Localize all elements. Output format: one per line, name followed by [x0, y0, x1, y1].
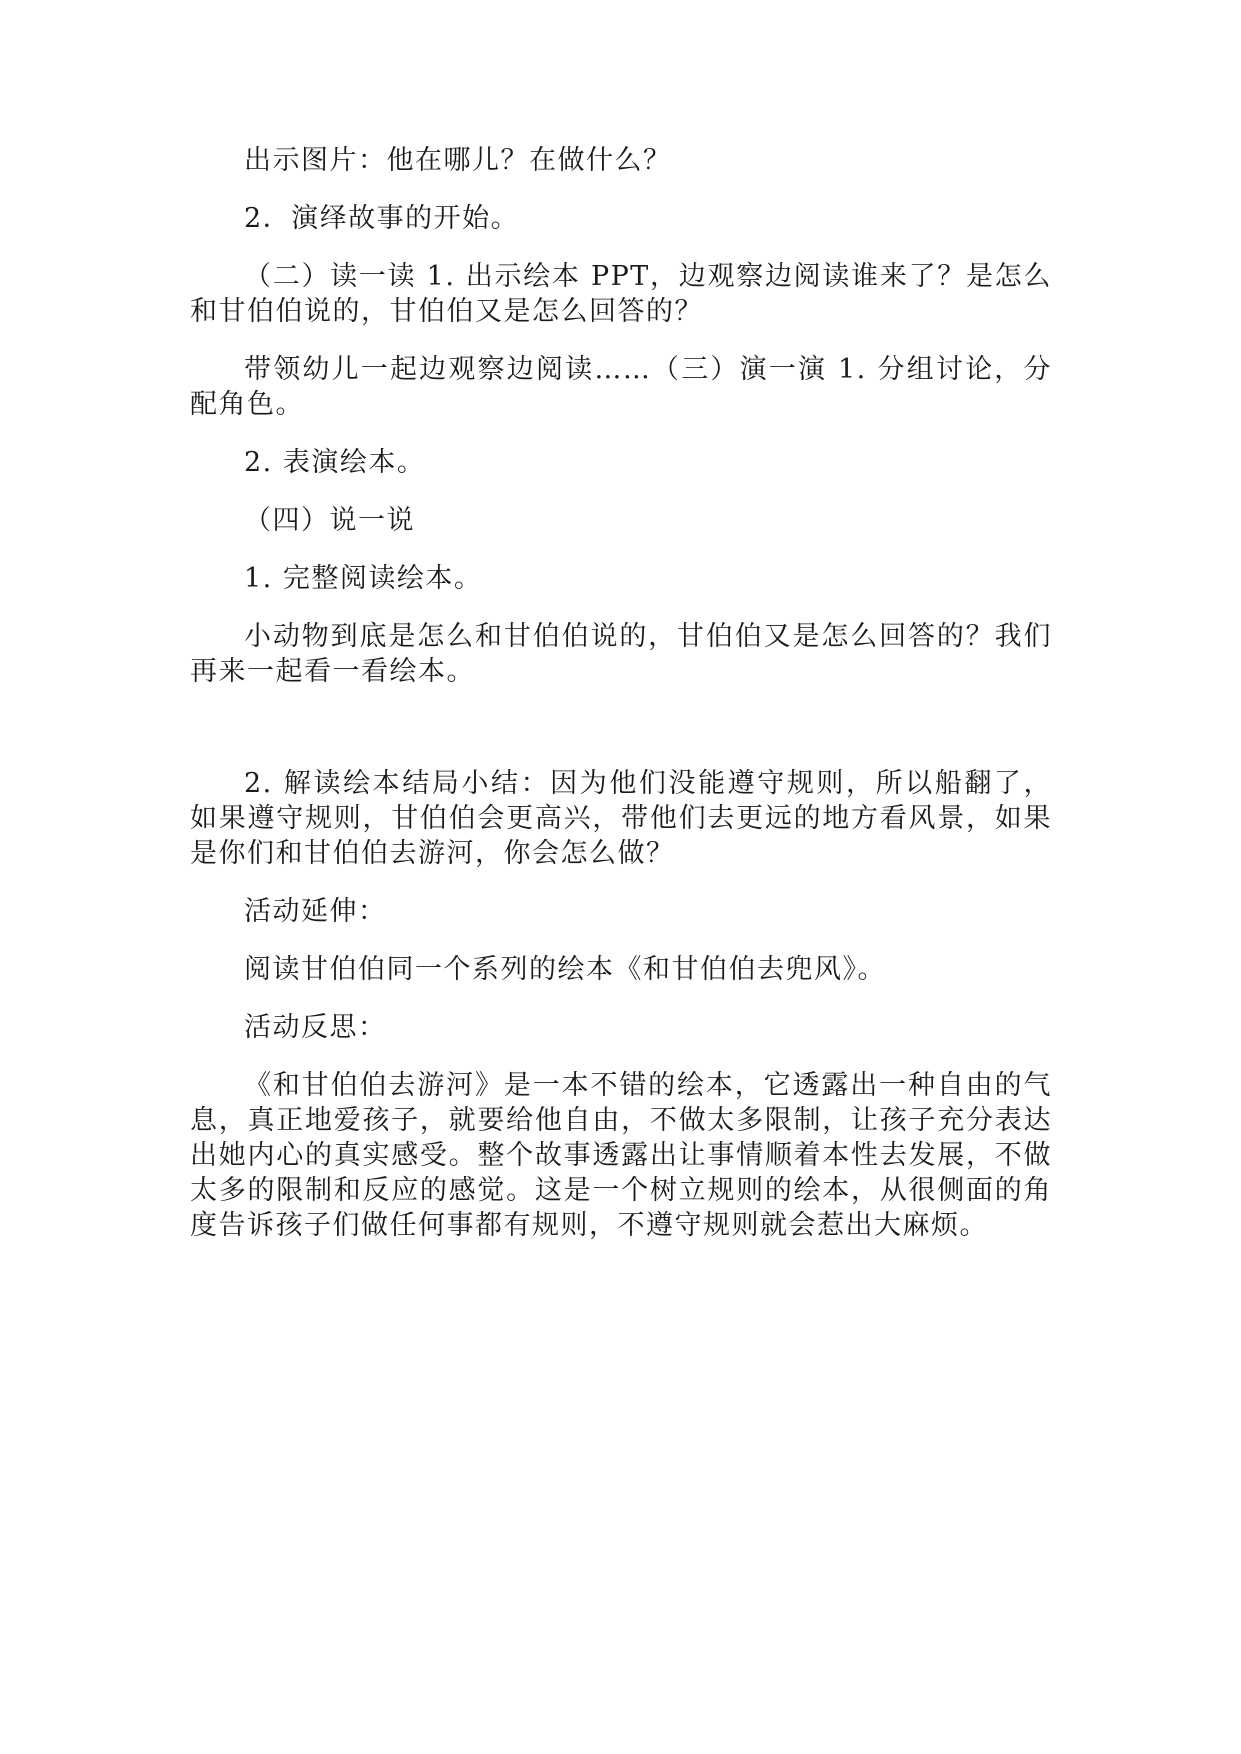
paragraph-question: 小动物到底是怎么和甘伯伯说的，甘伯伯又是怎么回答的？我们再来一起看一看绘本。	[190, 621, 1052, 687]
paragraph-full-reading: 1. 完整阅读绘本。	[244, 563, 483, 594]
document-body	[190, 143, 1052, 1266]
paragraph-speak-heading: （四）说一说	[244, 505, 415, 536]
paragraph-show-picture: 出示图片：他在哪儿？在做什么？	[244, 145, 672, 176]
paragraph-extension-heading: 活动延伸：	[244, 896, 387, 927]
paragraph-reflection-heading: 活动反思：	[244, 1012, 387, 1043]
paragraph-story-start: 2．演绎故事的开始。	[244, 203, 520, 234]
paragraph-reflection: 《和甘伯伯去游河》是一本不错的绘本，它透露出一种自由的气息，真正地爱孩子，就要给他自由，不做太多限制，让孩子充分表达出她内心的真实感受。整个故事透露出让事情顺着本性去发展，不做太多的限制和反应的感觉。这是一个树立规则的绘本，从很侧面的角度告诉孩子们做任何事都有规则，不遵守规则就会惹出大麻烦。	[190, 1070, 1052, 1241]
paragraph-summary: 2. 解读绘本结局小结：因为他们没能遵守规则，所以船翻了，如果遵守规则，甘伯伯会更高兴，带他们去更远的地方看风景，如果是你们和甘伯伯去游河，你会怎么做？	[190, 768, 1052, 869]
paragraph-read-section: （二）读一读 1. 出示绘本 PPT，边观察边阅读谁来了？是怎么和甘伯伯说的，甘伯伯又是怎么回答的？	[190, 261, 1052, 327]
paragraph-act-section: 带领幼儿一起边观察边阅读……（三）演一演 1. 分组讨论，分配角色。	[190, 354, 1052, 420]
paragraph-gap	[190, 712, 1052, 766]
paragraph-perform: 2. 表演绘本。	[244, 447, 426, 478]
paragraph-extension: 阅读甘伯伯同一个系列的绘本《和甘伯伯去兜风》。	[244, 954, 886, 985]
